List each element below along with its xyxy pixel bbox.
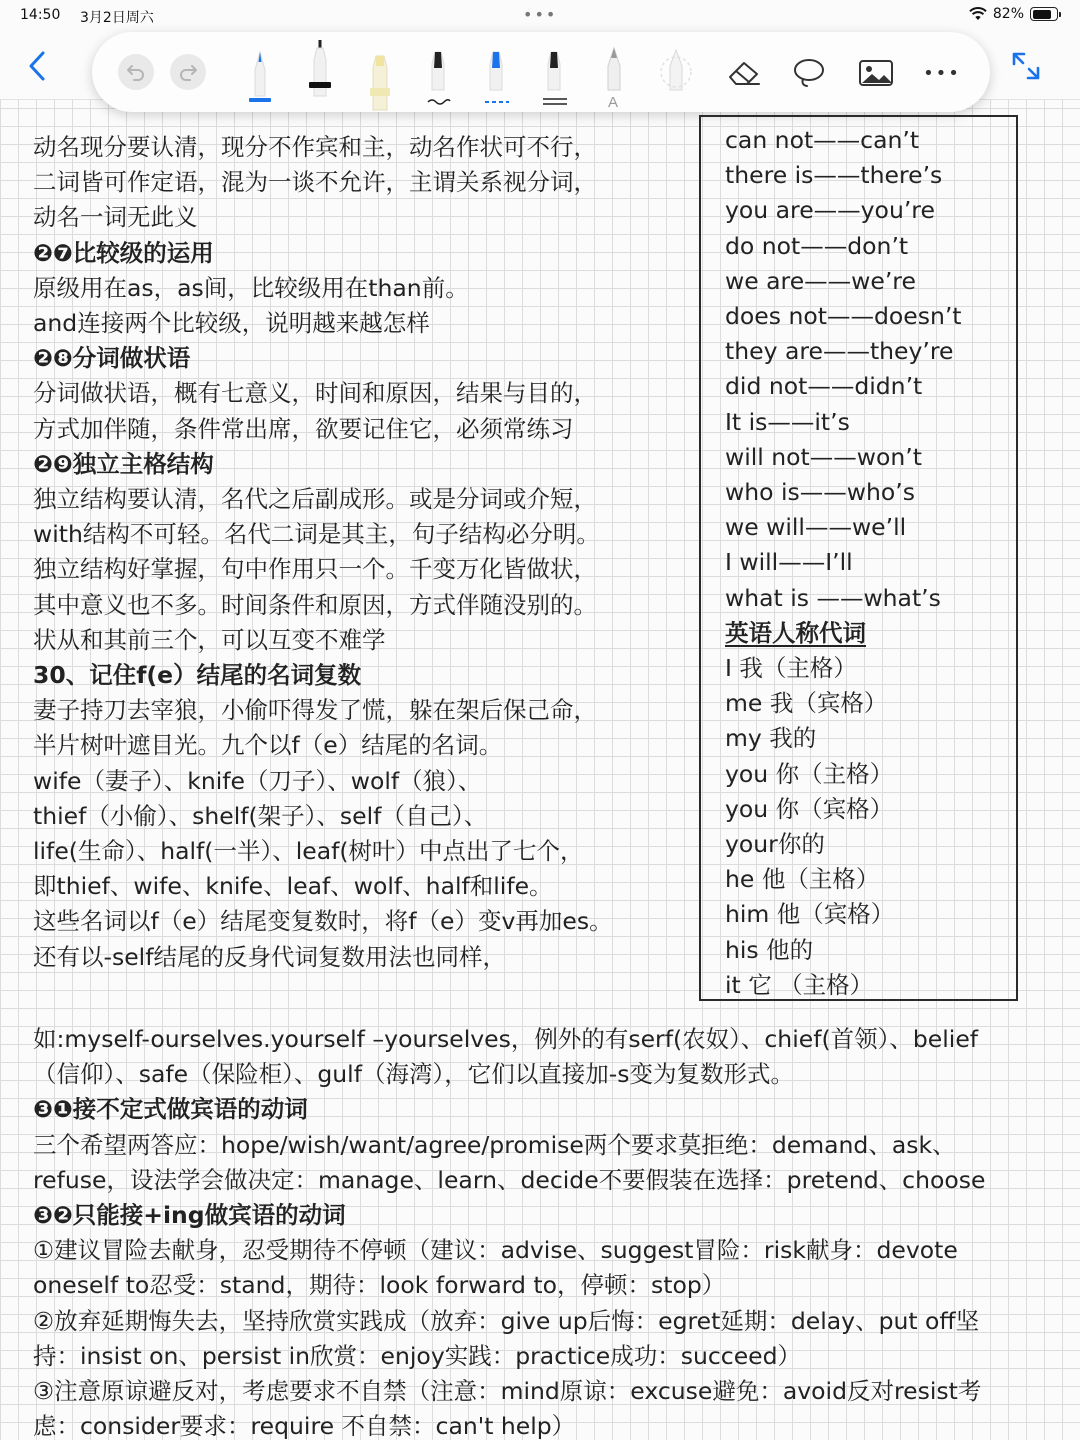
contraction-line: did not——didn’t bbox=[725, 372, 923, 401]
note-line: 其中意义也不多。时间条件和原因，方式伴随没别的。 bbox=[33, 590, 597, 619]
pen-black-double-icon bbox=[536, 38, 572, 112]
eraser-icon bbox=[725, 58, 763, 88]
contraction-line: his 他的 bbox=[725, 935, 814, 964]
contraction-line: does not——doesn’t bbox=[725, 302, 962, 331]
note-line: 即thief、wife、knife、leaf、wolf、half和life。 bbox=[33, 872, 553, 901]
pen-blue-dashed-icon bbox=[478, 38, 514, 112]
expand-icon bbox=[1008, 48, 1044, 84]
note-line: 三个希望两答应：hope/wish/want/agree/promise两个要求莫拒绝：demand、ask、 bbox=[33, 1130, 956, 1159]
contraction-line: what is ——what’s bbox=[725, 583, 941, 612]
back-button[interactable] bbox=[22, 48, 52, 84]
note-line: 动名一词无此义 bbox=[33, 203, 198, 232]
contraction-line: you 你（主格） bbox=[725, 759, 894, 788]
note-line: refuse，设法学会做决定：manage、learn、decide不要假装在选择：pretend、choose bbox=[33, 1165, 986, 1194]
contraction-line: he 他（主格） bbox=[725, 865, 880, 894]
undo-icon bbox=[125, 61, 147, 83]
contraction-line: him 他（宾格） bbox=[725, 900, 895, 929]
note-line: 独立结构要认清，名代之后副成形。或是分词或介短， bbox=[33, 485, 597, 514]
status-date: 3月2日周六 bbox=[80, 10, 154, 26]
more-icon: ••• bbox=[923, 62, 961, 84]
battery-icon bbox=[1030, 7, 1058, 21]
contraction-line: my 我的 bbox=[725, 724, 817, 753]
pencil-label: A bbox=[608, 94, 619, 111]
contraction-line: will not——won’t bbox=[725, 442, 922, 471]
pen-blue-dashed-tool[interactable] bbox=[478, 38, 514, 112]
marker-black-tool[interactable] bbox=[302, 38, 338, 112]
lasso-button[interactable] bbox=[789, 56, 829, 90]
note-line: 原级用在as，as间，比较级用在than前。 bbox=[33, 273, 469, 302]
pen-blue-icon bbox=[242, 38, 278, 112]
contraction-line: there is——there’s bbox=[725, 161, 943, 190]
redo-button[interactable] bbox=[170, 54, 206, 90]
multitasking-dots-icon[interactable]: ••• bbox=[523, 5, 558, 24]
note-line: 虑：consider要求：require 不自禁：can't help） bbox=[33, 1412, 576, 1440]
section-heading: 30、记住f(e）结尾的名词复数 bbox=[33, 661, 362, 690]
contraction-line: I 我（主格） bbox=[725, 654, 857, 683]
contraction-line: can not——can’t bbox=[725, 126, 920, 154]
note-line: ①建议冒险去献身，忍受期待不停顿（建议：advise、suggest冒险：risk献身：devote bbox=[33, 1236, 958, 1265]
lasso-icon bbox=[791, 57, 827, 89]
contraction-line: we will——we’ll bbox=[725, 513, 907, 542]
drawing-toolbar bbox=[92, 32, 990, 112]
lasso-pen-tool[interactable] bbox=[656, 38, 692, 112]
redo-icon bbox=[177, 61, 199, 83]
eraser-button[interactable] bbox=[724, 56, 764, 90]
note-line: 独立结构好掌握，句中作用只一个。千变万化皆做状， bbox=[33, 555, 597, 584]
note-left-column bbox=[33, 130, 613, 975]
chevron-left-icon bbox=[27, 50, 47, 82]
pencil-tool[interactable] bbox=[596, 38, 632, 112]
fullscreen-button[interactable] bbox=[1008, 48, 1044, 84]
contraction-line: I will——I’ll bbox=[725, 548, 853, 577]
section-heading: ❸❷只能接+ing做宾语的动词 bbox=[33, 1201, 346, 1230]
section-heading: ❸❶接不定式做宾语的动词 bbox=[33, 1095, 308, 1124]
pen-black-wavy-tool[interactable] bbox=[420, 38, 456, 112]
status-bar bbox=[0, 0, 1080, 32]
pen-blue-tool[interactable] bbox=[242, 38, 278, 112]
battery-level bbox=[1033, 10, 1052, 19]
note-bottom-section bbox=[33, 1022, 985, 1440]
note-line: life(生命）、half(一半）、leaf(树叶）中点出了七个， bbox=[33, 837, 584, 866]
contraction-line: who is——who’s bbox=[725, 478, 915, 507]
contraction-line: me 我（宾格） bbox=[725, 689, 888, 718]
highlighter-yellow-icon bbox=[362, 38, 398, 112]
status-time: 14:50 bbox=[20, 7, 61, 23]
more-button[interactable] bbox=[922, 56, 962, 90]
note-line: thief（小偷）、shelf(架子）、self（自己）、 bbox=[33, 801, 488, 830]
note-line: 二词皆可作定语，混为一谈不允许，主谓关系视分词， bbox=[33, 168, 597, 197]
undo-button[interactable] bbox=[118, 54, 154, 90]
contractions-list bbox=[725, 123, 962, 1003]
insert-image-button[interactable] bbox=[856, 56, 896, 90]
note-line: 这些名词以f（e）结尾变复数时，将f（e）变v再加es。 bbox=[33, 907, 613, 936]
note-line: 状从和其前三个，可以互变不难学 bbox=[33, 625, 386, 654]
note-line: 分词做状语，概有七意义，时间和原因，结果与目的， bbox=[33, 379, 597, 408]
section-heading: ❷❼比较级的运用 bbox=[33, 238, 214, 267]
note-line: 方式加伴随，条件常出席，欲要记住它，必须常练习 bbox=[33, 414, 574, 443]
note-line: （信仰）、safe（保险柜）、gulf（海湾），它们以直接加-s变为复数形式。 bbox=[33, 1060, 794, 1089]
note-line: 妻子持刀去宰狼，小偷吓得发了慌，躲在架后保己命， bbox=[33, 696, 597, 725]
section-heading: ❷❾独立主格结构 bbox=[33, 449, 214, 478]
contraction-line: we are——we’re bbox=[725, 266, 916, 295]
box-heading: 英语人称代词 bbox=[725, 618, 866, 647]
lasso-pen-icon bbox=[656, 38, 696, 112]
note-line: 半片树叶遮目光。九个以f（e）结尾的名词。 bbox=[33, 731, 503, 760]
pen-black-double-tool[interactable] bbox=[536, 38, 572, 112]
note-line: wife（妻子）、knife（刀子）、wolf（狼）、 bbox=[33, 766, 482, 795]
highlighter-yellow-tool[interactable] bbox=[362, 38, 398, 112]
contractions-box bbox=[699, 115, 1018, 1001]
image-icon bbox=[858, 58, 894, 88]
contraction-line: they are——they’re bbox=[725, 337, 954, 366]
contraction-line: It is——it’s bbox=[725, 407, 850, 436]
note-line: 动名现分要认清，现分不作宾和主，动名作状可不行， bbox=[33, 133, 597, 161]
note-line: with结构不可轻。名代二词是其主，句子结构必分明。 bbox=[33, 520, 600, 549]
contraction-line: your你的 bbox=[725, 830, 825, 859]
marker-black-icon bbox=[302, 38, 338, 112]
note-line: 持：insist on、persist in欣赏：enjoy实践：practice成功：succeed） bbox=[33, 1341, 802, 1370]
note-line: 如:myself-ourselves.yourself –yourselves，例外的有serf(农奴）、chief(首领）、belief bbox=[33, 1025, 979, 1053]
wifi-icon bbox=[969, 7, 987, 21]
note-line: ②放弃延期悔失去，坚持欣赏实践成（放弃：give up后悔：egret延期：delay、put off坚 bbox=[33, 1306, 980, 1335]
note-line: 还有以-self结尾的反身代词复数用法也同样， bbox=[33, 942, 506, 971]
note-line: and连接两个比较级，说明越来越怎样 bbox=[33, 309, 430, 338]
pen-black-wavy-icon bbox=[420, 38, 456, 112]
contraction-line: it 它 （主格） bbox=[725, 970, 874, 999]
status-indicators bbox=[969, 6, 1058, 22]
note-line: oneself to忍受：stand，期待：look forward to，停顿：stop） bbox=[33, 1271, 726, 1300]
battery-percent: 82% bbox=[992, 6, 1024, 22]
section-heading: ❷❽分词做状语 bbox=[33, 344, 191, 373]
contraction-line: do not——don’t bbox=[725, 231, 909, 260]
note-line: ③注意原谅避反对，考虑要求不自禁（注意：mind原谅：excuse避免：avoid反对resist考 bbox=[33, 1377, 982, 1406]
contraction-line: you are——you’re bbox=[725, 196, 935, 225]
contraction-line: you 你（宾格） bbox=[725, 794, 894, 823]
